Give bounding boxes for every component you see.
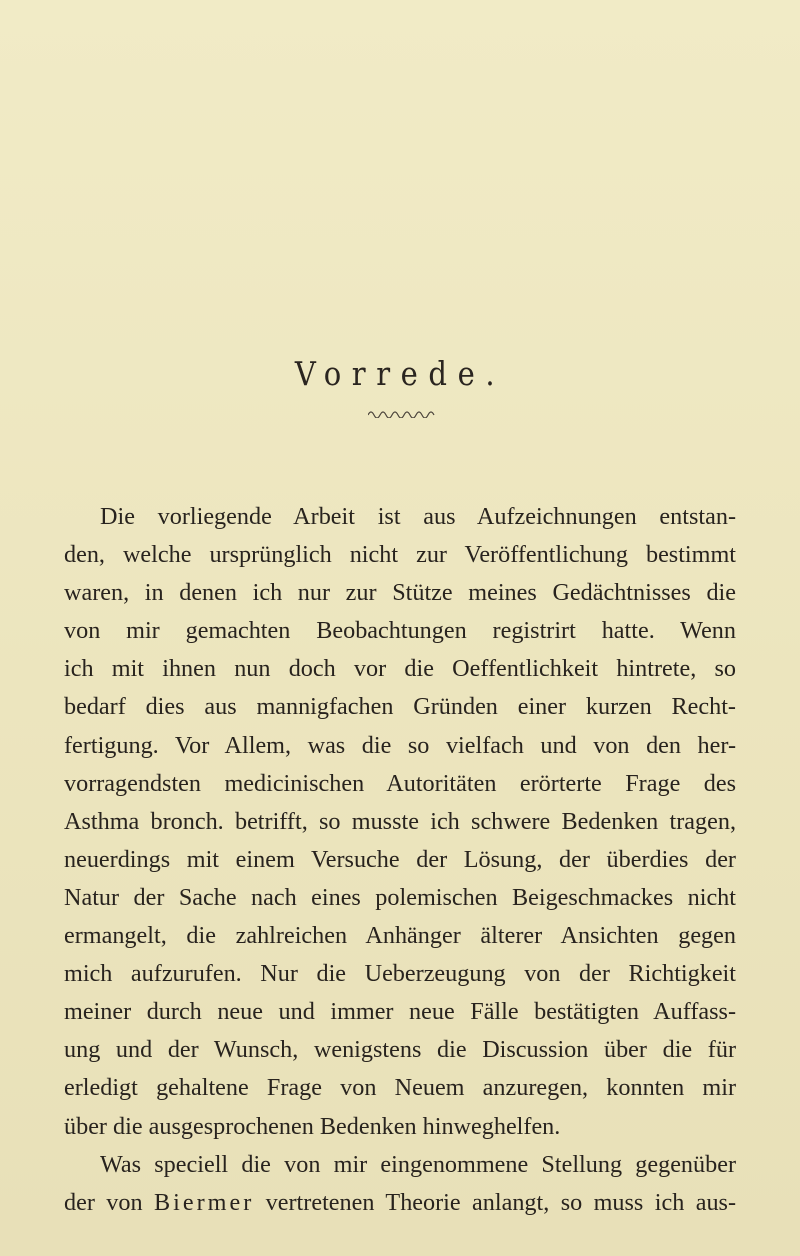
wavy-ornament (368, 408, 436, 418)
text-line: Die vorliegende Arbeit ist aus Aufzeichnungen entstan- (100, 503, 736, 530)
text-fragment: vertretenen Theorie anlangt, so muss ich aus- (265, 1188, 737, 1216)
preface-text (64, 498, 736, 1222)
text-line: ich mit ihnen nun doch vor die Oeffentlichkeit hintrete, so (64, 655, 736, 683)
text-line: Asthma bronch. betrifft, so musste ich schwere Bedenken tragen, (64, 807, 736, 835)
author-name: Biermer (154, 1188, 255, 1216)
text-line: ung und der Wunsch, wenigstens die Discussion über die für (64, 1036, 736, 1064)
text-line: meiner durch neue und immer neue Fälle bestätigten Auffass- (64, 998, 736, 1026)
text-line: mich aufzurufen. Nur die Ueberzeugung von der Richtigkeit (64, 960, 736, 988)
page-title: Vorrede. (294, 354, 506, 393)
text-line: fertigung. Vor Allem, was die so vielfach und von den her- (64, 731, 736, 759)
text-line: vorragendsten medicinischen Autoritäten erörterte Frage des (64, 769, 736, 797)
text-line: ermangelt, die zahlreichen Anhänger älterer Ansichten gegen (64, 922, 736, 950)
text-line: Natur der Sache nach eines polemischen Beigeschmackes nicht (64, 883, 736, 911)
text-line: Was speciell die von mir eingenommene Stellung gegenüber (100, 1150, 736, 1178)
text-line-with-name (64, 1184, 736, 1222)
text-fragment: der von (64, 1188, 143, 1216)
text-line: erledigt gehaltene Frage von Neuem anzuregen, konnten mir (64, 1074, 736, 1102)
text-line: waren, in denen ich nur zur Stütze meines Gedächtnisses die (64, 579, 736, 607)
text-line: neuerdings mit einem Versuche der Lösung, der überdies der (64, 845, 736, 873)
text-line: über die ausgesprochenen Bedenken hinweghelfen. (64, 1112, 561, 1140)
text-line: bedarf dies aus mannigfachen Gründen einer kurzen Recht- (64, 693, 736, 721)
text-line: den, welche ursprünglich nicht zur Veröffentlichung bestimmt (64, 541, 736, 569)
text-line: von mir gemachten Beobachtungen registrirt hatte. Wenn (64, 617, 736, 645)
